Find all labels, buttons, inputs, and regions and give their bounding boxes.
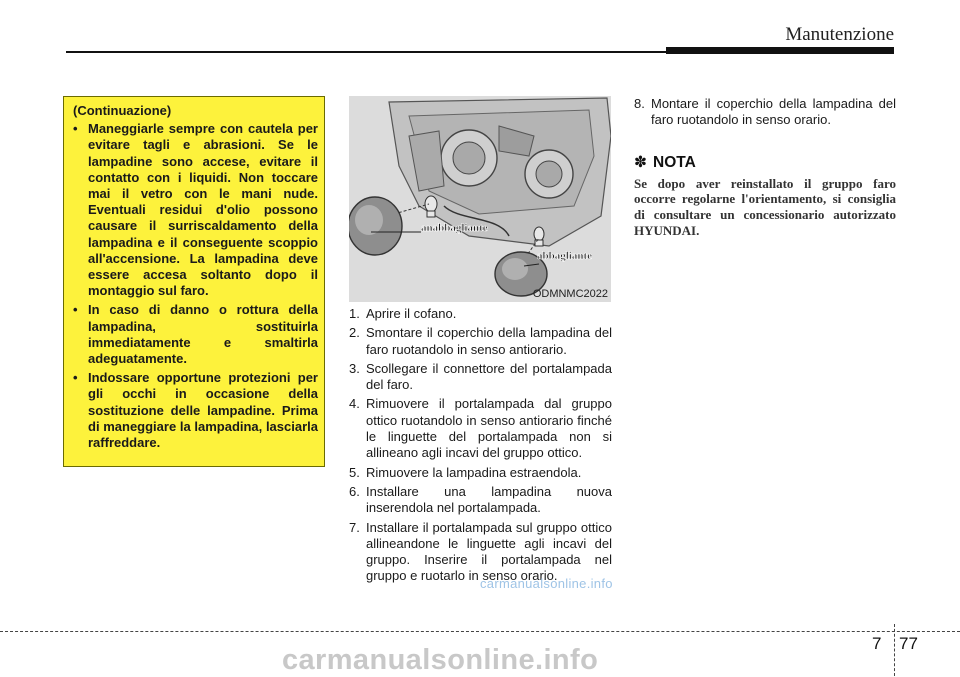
headlamp-drawing — [349, 96, 611, 302]
step-number: 5. — [349, 464, 360, 480]
step-number: 6. — [349, 483, 360, 499]
caution-item: • Indossare opportune protezioni per gli occhi in occasione della sostituzione delle lampadine. Prima di maneggiare la lampadina, lasciarla raffreddare. — [73, 370, 318, 451]
note-title: NOTA — [653, 153, 696, 171]
step-number: 7. — [349, 519, 360, 535]
step-item — [349, 361, 612, 394]
step-number: 2. — [349, 325, 360, 341]
step-text: Rimuovere il portalampada dal gruppo ottico ruotandolo in senso antiorario finché le linguette del portalampada non si allineano agli incavi del gruppo ottico. — [366, 396, 612, 461]
step-text: Scollegare il connettore del portalampada del faro. — [366, 360, 612, 393]
note-star-icon: ✽ — [634, 153, 647, 171]
step-text: Installare il portalampada sul gruppo ottico allineandone le linguette agli incavi del gruppo. Inserire il portalampada nel gruppo e ruotarlo in senso orario. — [366, 519, 612, 584]
step-text: Montare il coperchio della lampadina del faro ruotandolo in senso orario. — [651, 96, 896, 128]
step-text: Rimuovere la lampadina estraendola. — [366, 464, 582, 480]
caution-box — [63, 96, 325, 467]
step-item — [634, 96, 896, 129]
step-text: Installare una lampadina nuova inserendola nel portalampada. — [366, 483, 612, 516]
step-number: 1. — [349, 306, 360, 321]
headlamp-illustration — [349, 96, 611, 302]
step-number: 4. — [349, 396, 360, 412]
watermark-link[interactable]: carmanualsonline.info — [480, 576, 613, 591]
step-number: 8. — [634, 96, 645, 111]
page-header-title: Manutenzione — [785, 24, 894, 45]
right-column — [634, 96, 896, 239]
low-beam-cover — [349, 197, 402, 255]
step-item — [349, 465, 612, 481]
label-low-beam: anabbagliante — [421, 222, 488, 234]
note-heading — [634, 153, 896, 172]
header-rule-accent — [666, 47, 894, 54]
step-item — [349, 306, 612, 322]
label-high-beam: abbagliante — [537, 250, 593, 262]
caution-item: • Maneggiarle sempre con cautela per evitare tagli e abrasioni. Se le lampadine sono accese, evitare il contatto con i liquidi. Non toccare mai il vetro con le mani nude. Eventuali residui d'olio possono causare il surriscaldamento della lampadina e il conseguente scoppio all'accensione. La lampadina deve essere accesa soltanto dopo il montaggio sul faro. — [73, 121, 318, 299]
page-number-separator — [894, 624, 895, 676]
caution-item: • In caso di danno o rottura della lampadina, sostituirla immediatamente e smaltirla adeguatamente. — [73, 302, 318, 367]
steps-list — [349, 306, 612, 588]
footer-rule — [0, 631, 960, 632]
page-number: 77 — [899, 634, 918, 653]
step-text: Smontare il coperchio della lampadina del faro ruotandolo in senso antiorario. — [366, 325, 612, 357]
step-item — [349, 520, 612, 585]
step-item — [349, 396, 612, 461]
step-number: 3. — [349, 360, 360, 376]
caution-list — [73, 121, 318, 451]
caution-title: (Continuazione) — [73, 103, 172, 118]
step-item — [349, 325, 612, 358]
watermark-logo: carmanualsonline.info — [282, 644, 599, 676]
step-text: Aprire il cofano. — [366, 306, 457, 321]
step-item — [349, 484, 612, 517]
figure-code: ODMNMC2022 — [532, 288, 608, 300]
chapter-number: 7 — [872, 634, 882, 653]
note-text: Se dopo aver reinstallato il gruppo faro occorre regolarne l'orientamento, si consiglia di consultare un concessionario autorizzato HYUNDAI. — [634, 175, 896, 238]
